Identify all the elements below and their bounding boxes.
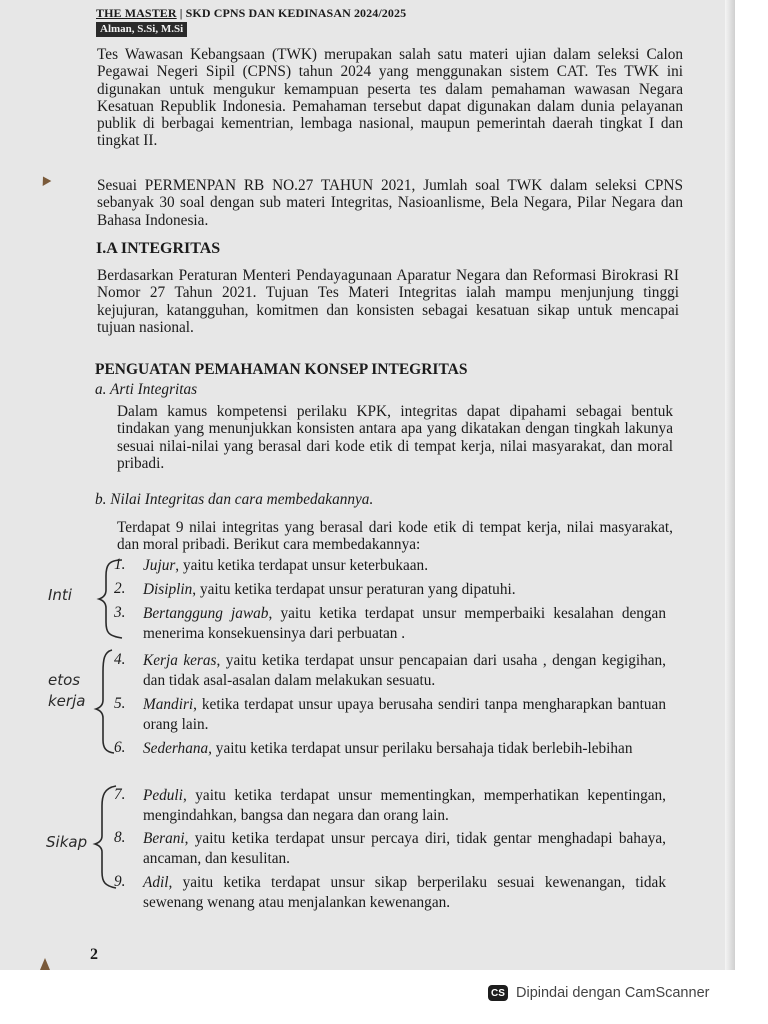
paragraph-permenpan: Sesuai PERMENPAN RB NO.27 TAHUN 2021, Jumlah soal TWK dalam seleksi CPNS sebanyak 30 soal dengan sub materi Integritas, Nasioanlisme, Bela Negara, Pilar Negara dan Bahasa Indonesia. <box>97 177 683 229</box>
paragraph-nilai-integritas: Terdapat 9 nilai integritas yang berasal dari kode etik di tempat kerja, nilai masyarakat, dan moral pribadi. Berikut cara membedakannya: <box>117 519 673 554</box>
paragraph-integritas: Berdasarkan Peraturan Menteri Pendayagunaan Aparatur Negara dan Reformasi Birokrasi RI Nomor 27 Tahun 2021. Tujuan Tes Materi Integritas ialah mampu menjunjung tinggi kejujuran, katangguhan, komitmen dan konsisten sebagai kesatuan sikap untuk mencapai tujuan nasional. <box>97 267 679 336</box>
camscanner-text: Dipindai dengan CamScanner <box>516 985 710 1001</box>
handwritten-note: kerja <box>48 692 86 710</box>
list-item-desc: , yaitu ketika terdapat unsur percaya diri, tidak gentar menghadapi bahaya, ancaman, dan kesulitan. <box>143 830 666 867</box>
sub-item-a: a. Arti Integritas <box>95 381 198 398</box>
sub-item-b: b. Nilai Integritas dan cara membedakannya. <box>95 491 374 508</box>
list-item-desc: yaitu ketika terdapat unsur perilaku bersahaja tidak berlebih-lebihan <box>211 740 633 757</box>
list-item-term: Peduli <box>143 787 183 804</box>
camscanner-logo-icon: CS <box>488 985 508 1001</box>
list-number: 8. <box>114 829 126 846</box>
list-item-term: Disiplin <box>143 581 193 598</box>
page-number: 2 <box>90 946 98 963</box>
handwritten-note: etos <box>48 671 81 689</box>
paragraph-arti-integritas: Dalam kamus kompetensi perilaku KPK, integritas dapat dipahami sebagai bentuk tindakan yang menunjukkan konsisten antara apa yang dikatakan dengan tingkah lakunya sesuai nilai-nilai yang berasal dari kode etik di tempat kerja, nilai masyarakat, dan moral pribadi. <box>117 403 673 472</box>
list-number: 6. <box>114 739 126 756</box>
list-item-term: Sederhana, <box>143 740 212 757</box>
list-number: 1. <box>114 556 126 573</box>
list-number: 7. <box>114 786 126 803</box>
list-item-term: Bertanggung jawab <box>143 605 269 622</box>
list-item-term: Berani <box>143 830 185 847</box>
list-item-term: Mandiri <box>143 696 194 713</box>
list-item-desc: , yaitu ketika terdapat unsur keterbukaan. <box>175 557 429 574</box>
handwritten-note: Inti <box>48 586 72 604</box>
list-number: 3. <box>114 604 126 621</box>
list-item-desc: , yaitu ketika terdapat unsur pencapaian dari usaha , dengan kegigihan, dan tidak asal-asalan dalam melakukan sesuatu. <box>143 652 666 689</box>
header-brand: THE MASTER <box>96 6 177 20</box>
section-heading: I.A INTEGRITAS <box>96 240 221 257</box>
list-item-desc: , yaitu ketika terdapat unsur mementingkan, memperhatikan kepentingan, mengindahkan, bangsa dan negara dan orang lain. <box>143 787 666 824</box>
margin-mark <box>40 958 50 970</box>
sub-heading: PENGUATAN PEMAHAMAN KONSEP INTEGRITAS <box>95 361 468 378</box>
paragraph-twk-intro: Tes Wawasan Kebangsaan (TWK) merupakan salah satu materi ujian dalam seleksi Calon Pegawai Negeri Sipil (CPNS) tahun 2024 yang menggunakan sistem CAT. Tes TWK ini digunakan untuk mengukur kemampuan peserta tes dalam pemahaman wawasan Negara Kesatuan Republik Indonesia. Pemahaman tersebut dapat digunakan dalam dunia pelayanan publik di berbagai kementrian, lembaga nasional, maupun pemerintah daerah tingkat I dan tingkat II. <box>97 46 683 150</box>
list-item-desc: , ketika terdapat unsur upaya berusaha sendiri tanpa mengharapkan bantuan orang lain. <box>143 696 666 733</box>
brace-group-inti <box>99 560 122 638</box>
brace-group-etos-kerja <box>96 650 114 753</box>
list-item-desc: yaitu ketika terdapat unsur sikap berperilaku sesuai kewenangan, tidak sewenang wenang atau menjalankan kewenangan. <box>143 874 666 911</box>
list-item-desc: , yaitu ketika terdapat unsur peraturan yang dipatuhi. <box>192 581 516 598</box>
header-title: | SKD CPNS DAN KEDINASAN 2024/2025 <box>176 6 407 20</box>
author-label: Alman, S.Si, M.Si <box>96 22 187 37</box>
list-item-term: Adil, <box>143 874 173 891</box>
camscanner-footer <box>488 985 709 1001</box>
list-number: 9. <box>114 873 126 890</box>
handwritten-note: Sikap <box>46 833 88 851</box>
list-item-term: Kerja keras <box>143 652 217 669</box>
brace-group-sikap <box>95 786 116 888</box>
list-number: 5. <box>114 695 126 712</box>
list-number: 2. <box>114 580 126 597</box>
list-number: 4. <box>114 651 126 668</box>
list-item-term: Jujur <box>143 557 176 574</box>
list-item-desc: , yaitu ketika terdapat unsur memperbaiki kesalahan dengan menerima konsekuensinya dari perbuatan . <box>143 605 666 642</box>
